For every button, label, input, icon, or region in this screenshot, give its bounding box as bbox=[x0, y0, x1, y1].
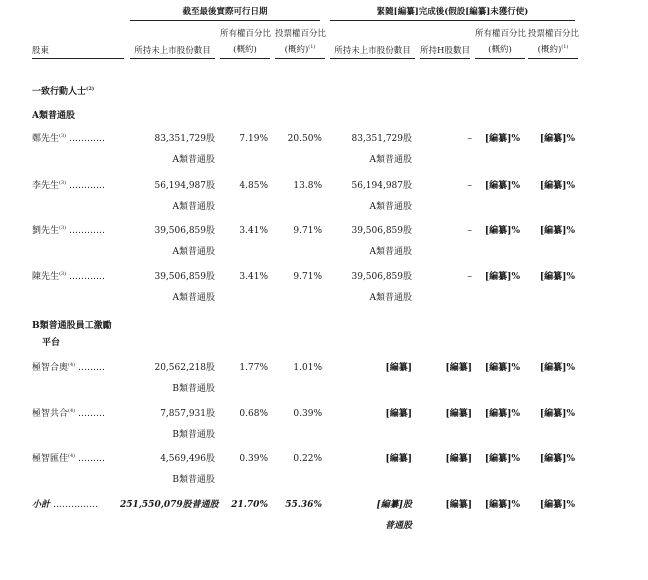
row-pct-all-1: 0.68% bbox=[239, 409, 268, 419]
col-header-vote-2: 投票權百分比 bbox=[528, 29, 580, 39]
row-pct-all-2: [編纂]% bbox=[484, 181, 520, 191]
col-header-vote-1: 投票權百分比 bbox=[275, 29, 327, 39]
row-vote-2: [編纂]% bbox=[539, 181, 575, 191]
subtotal-shares-2-class: 普通股 bbox=[384, 521, 412, 531]
row-h-shares: [編纂] bbox=[445, 454, 472, 464]
row-shares-1: 83,351,729股 bbox=[154, 134, 215, 144]
col-header-shareholder: 股東 bbox=[32, 46, 50, 56]
col-header-vote-2-approx: (概約)$^{(1)}$ bbox=[537, 44, 569, 55]
row-shares-1: 39,506,859股 bbox=[154, 226, 215, 236]
row-shareholder-name: 極智共合$^{(4)}$ ……… bbox=[32, 408, 105, 419]
row-shareholder-name: 李先生$^{(3)}$ ………… bbox=[32, 180, 105, 191]
row-class-2: A類普通股 bbox=[369, 155, 412, 165]
row-class-1: A類普通股 bbox=[172, 293, 215, 303]
col-header-pct-all-2: 所有權百分比 bbox=[475, 29, 527, 39]
subtotal-pct-1: 21.70% bbox=[231, 500, 268, 510]
col-rule-pct-all-2 bbox=[475, 58, 525, 59]
row-vote-1: 0.22% bbox=[293, 454, 322, 464]
row-shareholder-name: 極智匯佳$^{(4)}$ ……… bbox=[32, 453, 105, 464]
row-class-1: A類普通股 bbox=[172, 247, 215, 257]
row-class-1: A類普通股 bbox=[172, 202, 215, 212]
row-vote-1: 13.8% bbox=[293, 181, 322, 191]
row-vote-1: 20.50% bbox=[287, 134, 322, 144]
row-shareholder-name: 鄭先生$^{(3)}$ ………… bbox=[32, 133, 105, 144]
group-rule-1 bbox=[130, 20, 320, 21]
row-pct-all-2: [編纂]% bbox=[484, 226, 520, 236]
section-title-class-b: B類普通股員工激勵 bbox=[32, 321, 112, 331]
col-rule-shares-1 bbox=[130, 58, 215, 59]
row-vote-2: [編纂]% bbox=[539, 454, 575, 464]
col-rule-vote-2 bbox=[528, 58, 578, 59]
row-shareholder-name: 陳先生$^{(3)}$ ………… bbox=[32, 271, 105, 282]
row-class-2: A類普通股 bbox=[369, 247, 412, 257]
subtotal-shares-1: 251,550,079股普通股 bbox=[120, 500, 219, 510]
group-rule-2 bbox=[330, 20, 575, 21]
row-pct-all-1: 3.41% bbox=[239, 272, 268, 282]
row-class-1: B類普通股 bbox=[172, 475, 215, 485]
section-title-class-a: A類普通股 bbox=[32, 111, 75, 121]
subtotal-vote-1: 55.36% bbox=[285, 500, 322, 510]
row-shares-2: [編纂] bbox=[385, 454, 412, 464]
row-pct-all-1: 3.41% bbox=[239, 226, 268, 236]
row-vote-2: [編纂]% bbox=[539, 226, 575, 236]
row-h-shares: – bbox=[467, 134, 472, 144]
col-header-pct-all-2-approx: (概約) bbox=[488, 45, 512, 55]
row-vote-2: [編纂]% bbox=[539, 134, 575, 144]
row-shares-1: 20,562,218股 bbox=[154, 363, 215, 373]
row-class-2: A類普通股 bbox=[369, 293, 412, 303]
group-header-after-listing: 緊隨[編纂]完成後(假設[編纂]未獲行使) bbox=[376, 7, 529, 17]
row-pct-all-2: [編纂]% bbox=[484, 409, 520, 419]
row-h-shares: [編纂] bbox=[445, 363, 472, 373]
row-class-1: A類普通股 bbox=[172, 155, 215, 165]
col-header-h-shares: 所持H股數目 bbox=[420, 46, 470, 56]
row-shares-1: 56,194,987股 bbox=[154, 181, 215, 191]
section-subtitle-platform: 平台 bbox=[42, 338, 61, 348]
row-vote-1: 0.39% bbox=[293, 409, 322, 419]
row-shares-1: 39,506,859股 bbox=[154, 272, 215, 282]
col-header-shares-2: 所持未上市股份數目 bbox=[334, 46, 411, 56]
row-pct-all-1: 1.77% bbox=[239, 363, 268, 373]
row-shares-2: 56,194,987股 bbox=[351, 181, 412, 191]
group-header-latest-date: 截至最後實際可行日期 bbox=[182, 7, 268, 17]
col-header-vote-1-approx: (概約)$^{(1)}$ bbox=[284, 44, 316, 55]
row-pct-all-1: 0.39% bbox=[239, 454, 268, 464]
col-rule-pct-all-1 bbox=[220, 58, 270, 59]
subtotal-vote-2: [編纂]% bbox=[539, 500, 575, 510]
row-shares-2: 83,351,729股 bbox=[351, 134, 412, 144]
row-class-1: B類普通股 bbox=[172, 384, 215, 394]
row-pct-all-2: [編纂]% bbox=[484, 454, 520, 464]
row-vote-2: [編纂]% bbox=[539, 409, 575, 419]
subtotal-label: 小計 …………… bbox=[32, 500, 99, 510]
col-rule-shares-2 bbox=[330, 58, 415, 59]
row-pct-all-1: 7.19% bbox=[239, 134, 268, 144]
row-vote-2: [編纂]% bbox=[539, 272, 575, 282]
col-header-pct-all-1-approx: (概約) bbox=[233, 45, 257, 55]
subtotal-pct-2: [編纂]% bbox=[484, 500, 520, 510]
col-header-shares-1: 所持未上市股份數目 bbox=[134, 46, 211, 56]
row-shareholder-name: 極智合奧$^{(4)}$ ……… bbox=[32, 362, 105, 373]
row-shares-2: 39,506,859股 bbox=[351, 226, 412, 236]
col-rule-vote-1 bbox=[275, 58, 325, 59]
col-rule-shareholder bbox=[32, 58, 124, 59]
row-pct-all-1: 4.85% bbox=[239, 181, 268, 191]
subtotal-shares-2: [編纂]股 bbox=[376, 500, 412, 510]
row-vote-1: 1.01% bbox=[293, 363, 322, 373]
row-shares-1: 7,857,931股 bbox=[160, 409, 215, 419]
section-title-concert-parties: 一致行動人士$^{(2)}$ bbox=[32, 86, 95, 97]
row-class-1: B類普通股 bbox=[172, 430, 215, 440]
row-shares-2: [編纂] bbox=[385, 363, 412, 373]
subtotal-h-shares: [編纂] bbox=[445, 500, 472, 510]
row-vote-1: 9.71% bbox=[293, 272, 322, 282]
row-pct-all-2: [編纂]% bbox=[484, 272, 520, 282]
col-header-pct-all-1: 所有權百分比 bbox=[220, 29, 272, 39]
row-h-shares: – bbox=[467, 226, 472, 236]
row-h-shares: – bbox=[467, 272, 472, 282]
row-shares-2: 39,506,859股 bbox=[351, 272, 412, 282]
row-shares-1: 4,569,496股 bbox=[160, 454, 215, 464]
row-shares-2: [編纂] bbox=[385, 409, 412, 419]
row-h-shares: [編纂] bbox=[445, 409, 472, 419]
row-class-2: A類普通股 bbox=[369, 202, 412, 212]
row-pct-all-2: [編纂]% bbox=[484, 363, 520, 373]
row-pct-all-2: [編纂]% bbox=[484, 134, 520, 144]
col-rule-h-shares bbox=[420, 58, 470, 59]
row-vote-2: [編纂]% bbox=[539, 363, 575, 373]
row-h-shares: – bbox=[467, 181, 472, 191]
row-shareholder-name: 劉先生$^{(3)}$ ………… bbox=[32, 225, 105, 236]
row-vote-1: 9.71% bbox=[293, 226, 322, 236]
